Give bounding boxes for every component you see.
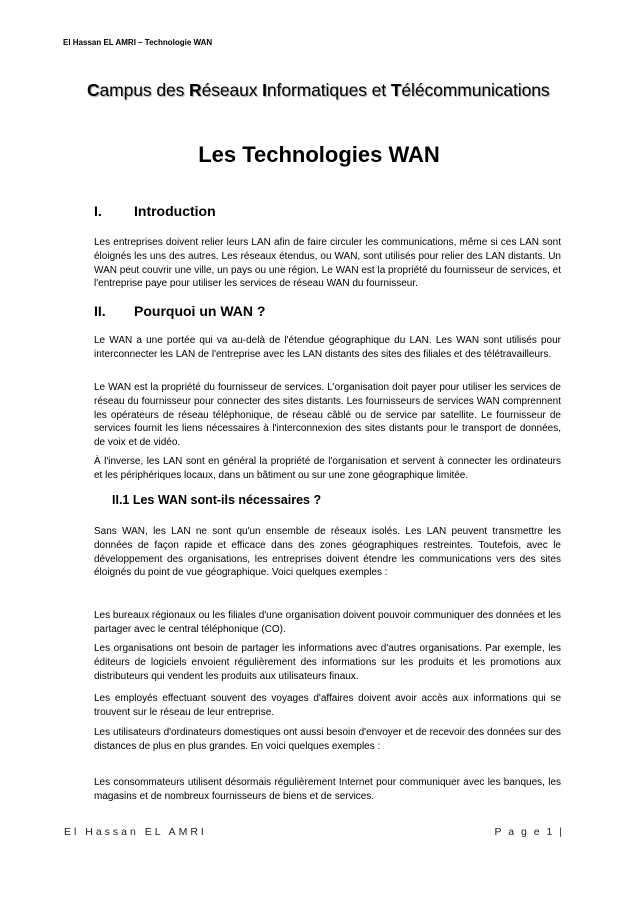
campus-rest-2: éseaux xyxy=(201,80,263,100)
campus-cap-t: T xyxy=(390,80,402,100)
heading-text: Introduction xyxy=(134,203,216,219)
sub-paragraph-5: Les utilisateurs d'ordinateurs domestiques ont aussi besoin d'envoyer et de recevoir des données sur des distances de plus en plus grandes. En voici quelques exemples : xyxy=(94,727,561,752)
campus-title xyxy=(87,80,550,101)
document-title: Les Technologies WAN xyxy=(198,142,440,167)
sub-paragraph-4: Les employés effectuant souvent des voyages d'affaires doivent avoir accès aux informations qui se trouvent sur le réseau de leur entreprise. xyxy=(94,693,561,718)
why-paragraph-3: À l'inverse, les LAN sont en général la propriété de l'organisation et servent à connecter les ordinateurs et les périphériques locaux, dans un bâtiment ou sur une zone géographique limitée. xyxy=(94,456,561,481)
campus-rest-3: nformatiques et xyxy=(266,80,391,100)
intro-paragraph: Les entreprises doivent relier leurs LAN afin de faire circuler les communications, même si ces LAN sont éloignés les uns des autres. Les réseaux étendus, ou WAN, sont utilisés pour relier des LAN distants. Un WAN peut couvrir une ville, un pays ou une région. Le WAN est la propriété du fournisseur de services, et l'entreprise paye pour utiliser les services de réseau WAN du fournisseur. xyxy=(94,237,561,290)
campus-cap-c: C xyxy=(87,80,100,100)
sub-paragraph-3: Les organisations ont besoin de partager les informations avec d'autres organisations. Par exemple, les éditeurs de logiciels envoient régulièrement des informations sur les produits et les promotions aux distributeurs qui vendent les produits aux utilisateurs finaux. xyxy=(94,643,561,682)
campus-cap-r: R xyxy=(189,80,202,100)
heading-pourquoi xyxy=(94,303,265,319)
footer-author: El Hassan EL AMRI xyxy=(64,826,207,838)
campus-rest-1: ampus des xyxy=(99,80,190,100)
campus-cap-i: I xyxy=(262,80,267,100)
subheading-wan-necessaires: II.1 Les WAN sont-ils nécessaires ? xyxy=(112,493,322,507)
heading-introduction xyxy=(94,203,216,219)
why-paragraph-2: Le WAN est la propriété du fournisseur de services. L'organisation doit payer pour utiliser les services de réseau du fournisseur pour connecter des sites distants. Les fournisseurs de services WAN comprennent les opérateurs de réseau téléphonique, de réseau câblé ou de service par satellite. Le fournisseur de services fournit les liens nécessaires à l'interconnexion des sites distants pour le transport de données, de voix et de vidéo. xyxy=(94,382,561,449)
campus-rest-4: élécommunications xyxy=(401,80,550,100)
heading-number: II. xyxy=(94,303,106,319)
sub-paragraph-2: Les bureaux régionaux ou les filiales d'une organisation doivent pouvoir communiquer des données et les partager avec le central téléphonique (CO). xyxy=(94,610,561,635)
footer-page-number: P a g e 1 | xyxy=(494,826,564,838)
sub-paragraph-6: Les consommateurs utilisent désormais régulièrement Internet pour communiquer avec les banques, les magasins et de nombreux fournisseurs de biens et de services. xyxy=(94,777,561,802)
sub-paragraph-1: Sans WAN, les LAN ne sont qu'un ensemble de réseaux isolés. Les LAN peuvent transmettre les données de façon rapide et efficace dans des zones géographiques restreintes. Toutefois, avec le développement des organisations, les entreprises doivent étendre les communications vers des sites éloignés du point de vue géographique. Voici quelques exemples : xyxy=(94,526,561,579)
heading-text: Pourquoi un WAN ? xyxy=(134,303,266,319)
page-footer xyxy=(64,826,564,838)
heading-number: I. xyxy=(94,203,102,219)
why-paragraph-1: Le WAN a une portée qui va au-delà de l'étendue géographique du LAN. Les WAN sont utilisés pour interconnecter les LAN de l'entreprise avec les LAN distants des sites des filiales et des télétravailleurs. xyxy=(94,335,561,360)
page-header: El Hassan EL AMRI – Technologie WAN xyxy=(63,38,213,47)
